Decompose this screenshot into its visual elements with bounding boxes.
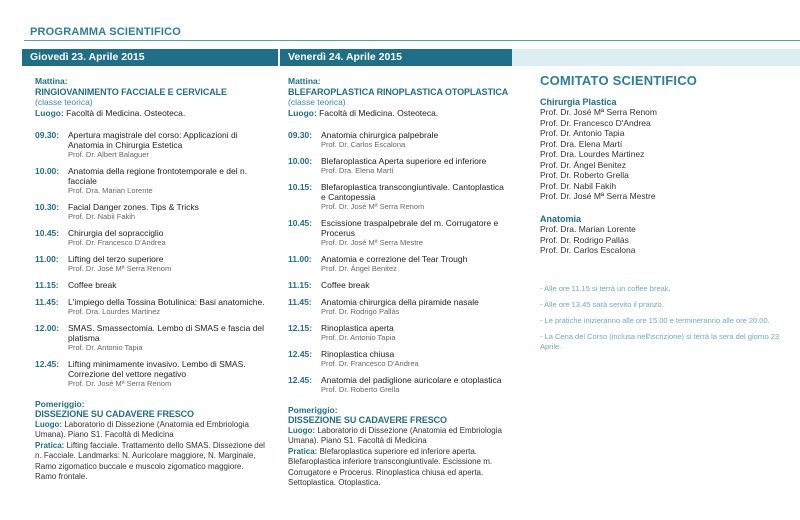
committee-member: Prof. Dra. Lourdes Martinez: [540, 149, 645, 159]
committee-member: Prof. Dra. Elena Martí: [540, 138, 623, 149]
morning-label: Mattina:: [35, 76, 68, 86]
item-title: Rinoplastica aperta: [321, 322, 394, 333]
item-speaker: Prof. Dr. Nabil Fakih: [68, 212, 136, 221]
item-title: Blefaroplastica transcongiuntivale. Cantoplastica e Cantopessia: [321, 182, 504, 202]
morning-subtitle: (classe teorica): [35, 97, 93, 107]
afternoon-program: [288, 447, 510, 489]
item-speaker: Prof. Dra. Elena Martí: [321, 166, 394, 175]
morning-title: RINGIOVANIMENTO FACCIALE E CERVICALE: [35, 86, 227, 97]
location-label: Luogo:: [288, 425, 316, 435]
afternoon-label: Pomeriggio:: [35, 398, 85, 409]
item-title: L'impiego della Tossina Botulinica: Basi anatomiche.: [68, 296, 265, 307]
item-speaker: Prof. Dr. Antonio Tapia: [68, 342, 143, 352]
item-time: 10.45:: [35, 228, 60, 238]
afternoon-program: [35, 441, 267, 483]
item-speaker: Prof. Dr. Ángel Benitez: [321, 264, 397, 273]
schedule-item: [35, 254, 267, 274]
committee-column: [540, 73, 790, 352]
item-speaker: Prof. Dr. Albert Balaguer: [68, 150, 149, 159]
item-time: 12.15:: [288, 322, 313, 333]
program-label: Pratica:: [35, 440, 65, 450]
schedule-item: [35, 166, 267, 196]
note: - Alle ore 11.15 si terrà un coffee break.: [540, 283, 671, 293]
item-speaker: Prof. Dr. José Mª Serra Renom: [68, 378, 172, 388]
notes: [540, 284, 790, 352]
morning-title: BLEFAROPLASTICA RINOPLASTICA OTOPLASTICA: [288, 86, 509, 97]
committee-member: Prof. Dr. Ángel Benitez: [540, 159, 626, 170]
schedule-item: [288, 323, 510, 343]
location-label: Luogo:: [35, 107, 64, 118]
schedule-item: [288, 280, 510, 291]
committee-member: Prof. Dra. Marian Lorente: [540, 224, 636, 234]
item-title: Anatomia chirurgica della piramide nasale: [321, 296, 479, 307]
location-text: Facoltà di Medicina. Osteoteca.: [319, 107, 439, 118]
page-title: PROGRAMMA SCIENTIFICO: [30, 26, 182, 38]
schedule-item: [288, 182, 510, 212]
item-time: 11.45:: [288, 296, 312, 307]
schedule-item: [35, 359, 267, 389]
item-time: 11.15:: [35, 280, 59, 290]
title-divider: [24, 40, 800, 41]
location-text: Laboratorio di Dissezione (Anatomia ed Embriologia Umana). Piano S1. Facoltà di Medicina: [288, 425, 502, 445]
item-speaker: Prof. Dr. Carlos Escalona: [321, 140, 406, 149]
afternoon-title: DISSEZIONE SU CADAVERE FRESCO: [288, 415, 447, 425]
item-time: 10.00:: [35, 166, 60, 176]
item-time: 12.45:: [35, 358, 60, 369]
item-title: Coffee break: [68, 280, 117, 290]
item-title: Anatomia della regione frontotemporale e del n. facciale: [68, 166, 248, 186]
item-title: Anatomia del padiglione auricolare e otoplastica: [321, 374, 502, 385]
item-speaker: Prof. Dr. Rodrigo Pallás: [321, 306, 400, 316]
item-title: Rinoplastica chiusa: [321, 348, 395, 359]
item-speaker: Prof. Dr. Antonio Tapia: [321, 332, 396, 342]
item-speaker: Prof. Dr. José Mª Serra Mestre: [321, 238, 423, 247]
note: - Alle ore 13.45 sarà servito il pranzo.: [540, 299, 664, 309]
item-time: 10.00:: [288, 156, 313, 166]
committee-group-title: Chirurgia Plastica: [540, 96, 617, 107]
day1-header: Giovedì 23. Aprile 2015: [22, 49, 278, 66]
afternoon-label: Pomeriggio:: [288, 404, 338, 415]
morning-location: [288, 108, 510, 119]
item-speaker: Prof. Dra. Lourdes Martinez: [68, 306, 161, 316]
item-speaker: Prof. Dr. José Mª Serra Renom: [68, 264, 172, 273]
committee-member: Prof. Dr. Nabil Fakih: [540, 180, 617, 191]
item-speaker: Prof. Dr. Roberto Grella: [321, 384, 400, 394]
item-title: Facial Danger zones. Tips & Tricks: [68, 202, 199, 212]
item-speaker: Prof. Dra. Marian Lorente: [68, 186, 153, 195]
item-time: 09.30:: [288, 130, 313, 140]
item-time: 10.45:: [288, 218, 313, 228]
schedule-item: [288, 156, 510, 176]
schedule-item: [35, 130, 267, 160]
schedule-item: [288, 297, 510, 317]
item-title: Apertura magistrale del corso: Applicazioni di Anatomia in Chirurgia Estetica: [68, 130, 238, 150]
item-time: 12.45:: [288, 348, 313, 359]
committee-group-title: Anatomia: [540, 213, 582, 224]
afternoon-title: DISSEZIONE SU CADAVERE FRESCO: [35, 409, 194, 419]
committee-member: Prof. Dr. José Mª Serra Renom: [540, 107, 657, 117]
committee-member: Prof. Dr. José Mª Serra Mestre: [540, 191, 656, 201]
item-time: 11.45:: [35, 296, 59, 307]
afternoon-location: [288, 426, 510, 447]
location-text: Facoltà di Medicina. Osteoteca.: [66, 107, 186, 118]
note: - Le pratiche inizieranno alle ore 15.00 e termineranno alle ore 20.00.: [540, 315, 770, 325]
location-label: Luogo:: [288, 107, 317, 118]
item-time: 10.15:: [288, 182, 313, 192]
item-time: 10.30:: [35, 202, 60, 212]
item-title: Blefaroplastica Aperta superiore ed inferiore: [321, 156, 487, 166]
item-title: Anatomia chirurgica palpebrale: [321, 130, 439, 140]
schedule-item: [35, 297, 267, 317]
item-title: Escissione traspalpebrale del m. Corrugatore e Procerus: [321, 218, 499, 238]
item-time: 12.00:: [35, 322, 60, 333]
day1-column: [35, 76, 267, 483]
schedule-item: [288, 254, 510, 274]
item-speaker: Prof. Dr. Francesco D'Andrea: [321, 358, 419, 368]
committee-title: COMITATO SCIENTIFICO: [540, 73, 698, 88]
header-band: [512, 49, 800, 66]
committee-member: Prof. Dr. Francesco D'Andrea: [540, 117, 651, 128]
schedule-item: [288, 375, 510, 395]
item-time: 12.45:: [288, 374, 313, 385]
committee-member: Prof. Dr. Carlos Escalona: [540, 245, 636, 255]
item-title: Lifting minimamente invasivo. Lembo di SMAS. Correzione del vettore negativo: [68, 358, 246, 379]
schedule-item: [35, 280, 267, 291]
location-text: Laboratorio di Dissezione (Anatomia ed Embriologia Umana). Piano S1. Facoltà di Medicina: [35, 419, 249, 439]
location-label: Luogo:: [35, 419, 63, 429]
item-title: Anatomia e correzione del Tear Trough: [321, 254, 468, 264]
item-time: 11.15:: [288, 280, 312, 290]
item-title: Chirurgia del sopracciglio: [68, 228, 164, 238]
item-time: 11.00:: [35, 254, 59, 264]
morning-location: [35, 108, 267, 119]
committee-member: Prof. Dr. Roberto Grella: [540, 170, 629, 180]
item-speaker: Prof. Dr. Francesco D'Andrea: [68, 238, 166, 247]
item-time: 11.00:: [288, 254, 312, 264]
schedule-item: [35, 323, 267, 353]
item-title: Lifting del terzo superiore: [68, 254, 164, 264]
committee-member: Prof. Dr. Rodrigo Pallás: [540, 234, 629, 245]
program-text: Blefaroplastica superiore ed inferiore aperta. Blefaroplastica inferiore transcongiuntivale. Escissione m. Corrugatore e Procerus. Rinoplastica chiusa ed aperta. Settoplastica. Otoplastica.: [288, 446, 493, 487]
note: - La Cena del Corso (inclusa nell'iscrizione) si terrà la sera del giorno 23 Aprile.: [540, 331, 780, 351]
item-title: Coffee break: [321, 280, 370, 290]
schedule-item: [288, 130, 510, 150]
item-speaker: Prof. Dr. José Mª Serra Renom: [321, 202, 425, 211]
item-time: 09.30:: [35, 130, 60, 140]
schedule-item: [288, 218, 510, 248]
day2-header: Venerdì 24. Aprile 2015: [280, 49, 512, 66]
program-label: Pratica:: [288, 446, 318, 456]
morning-label: Mattina:: [288, 76, 321, 86]
schedule-item: [35, 228, 267, 248]
schedule-item: [288, 349, 510, 369]
committee-member: Prof. Dr. Antonio Tapia: [540, 128, 625, 138]
day2-column: [288, 76, 510, 489]
morning-subtitle: (classe teorica): [288, 97, 346, 107]
item-title: SMAS. Smassectomia. Lembo di SMAS e fascia del platisma: [68, 322, 265, 343]
schedule-item: [35, 202, 267, 222]
afternoon-location: [35, 420, 267, 441]
program-text: Lifting facciale. Trattamento dello SMAS. Dissezione del n. Facciale. Landmarks: N. Auricolare maggiore, N. Marginale, Ramo zigomatico buccale e muscolo zigomatico maggiore. Ramo frontale.: [35, 440, 265, 481]
